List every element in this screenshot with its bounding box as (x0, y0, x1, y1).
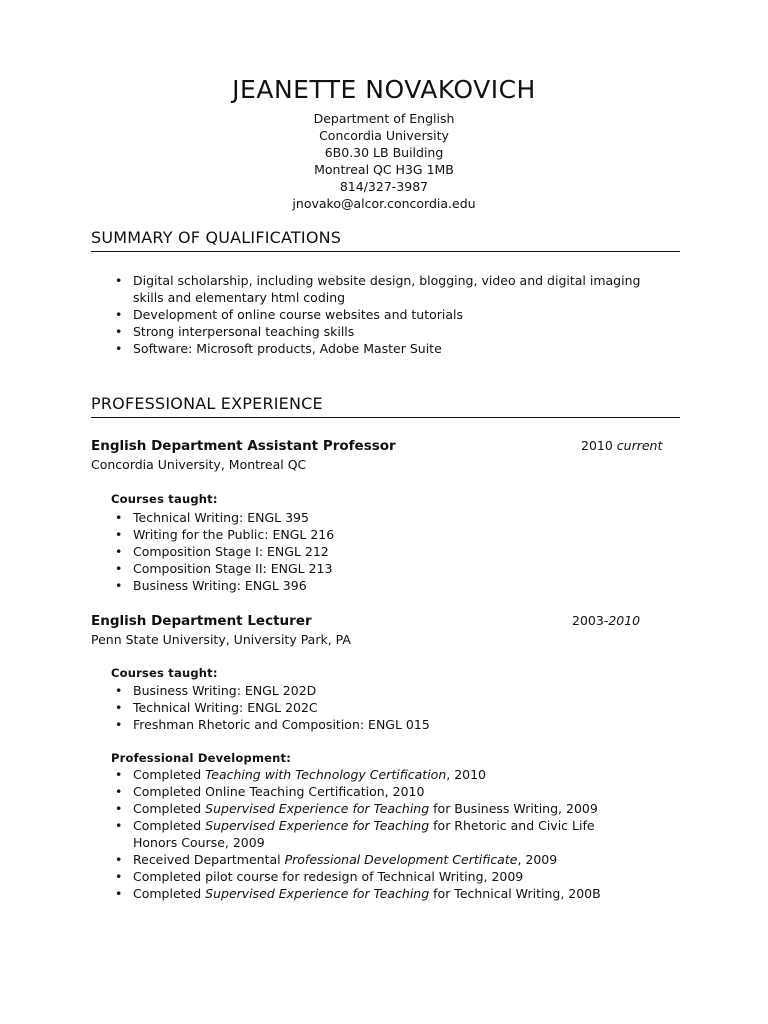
pd-text: Completed Online Teaching Certification, 2010 (133, 784, 425, 799)
list-item (111, 868, 671, 885)
list-item (111, 543, 671, 560)
list-item-text: Strong interpersonal teaching skills (133, 324, 355, 339)
resume-header (0, 74, 768, 212)
job-date-end: current (616, 438, 663, 453)
list-item (111, 306, 701, 323)
job-date (572, 612, 640, 630)
pd-text: Completed (133, 767, 206, 782)
list-item (111, 682, 671, 699)
courses-taught-label: Courses taught: (111, 492, 218, 506)
list-item-text: Digital scholarship, including website design, blogging, video and digital imaging (133, 273, 641, 288)
professional-development-label: Professional Development: (111, 751, 292, 765)
pd-text-italic: Supervised Experience for Teaching (205, 886, 430, 901)
job-date-start: 2010 (581, 438, 613, 453)
pd-text-end: for Rhetoric and Civic Life (429, 818, 595, 833)
course-text: Technical Writing: ENGL 395 (133, 510, 309, 525)
list-item (111, 766, 671, 783)
summary-section-title: SUMMARY OF QUALIFICATIONS (91, 228, 680, 252)
job-organization: Concordia University, Montreal QC (91, 457, 307, 472)
list-item (111, 577, 671, 594)
list-item (111, 526, 671, 543)
course-text: Business Writing: ENGL 202D (133, 683, 317, 698)
list-item (111, 340, 701, 357)
courses-list (111, 682, 671, 733)
pd-text-end: for Technical Writing, 200B (429, 886, 601, 901)
pd-text-end: , 2010 (446, 767, 487, 782)
course-text: Composition Stage II: ENGL 213 (133, 561, 333, 576)
list-item (111, 509, 671, 526)
courses-list (111, 509, 671, 594)
list-item (111, 800, 671, 817)
course-text: Freshman Rhetoric and Composition: ENGL 015 (133, 717, 430, 732)
courses-taught-label: Courses taught: (111, 666, 218, 680)
list-item (111, 851, 671, 868)
job-title: English Department Assistant Professor (91, 438, 396, 454)
job-title: English Department Lecturer (91, 613, 312, 629)
list-item-text-continued: skills and elementary html coding (133, 290, 346, 305)
pd-text: Completed (133, 818, 206, 833)
address-university: Concordia University (319, 128, 449, 143)
address-phone: 814/327-3987 (339, 179, 429, 194)
job-organization: Penn State University, University Park, PA (91, 632, 351, 647)
job-date-end: 2010 (608, 613, 641, 628)
pd-text: Completed (133, 886, 206, 901)
course-text: Technical Writing: ENGL 202C (133, 700, 318, 715)
course-text: Composition Stage I: ENGL 212 (133, 544, 329, 559)
list-item (111, 885, 671, 902)
address-department: Department of English (313, 111, 455, 126)
list-item (111, 560, 671, 577)
pd-text: Completed (133, 801, 206, 816)
summary-list (111, 272, 701, 357)
pd-text-end: for Business Writing, 2009 (429, 801, 598, 816)
job-date (581, 437, 662, 455)
pd-text-italic: Professional Development Certificate (284, 852, 518, 867)
address-city: Montreal QC H3G 1MB (314, 162, 454, 177)
course-text: Business Writing: ENGL 396 (133, 578, 307, 593)
list-item-text: Development of online course websites and tutorials (133, 307, 464, 322)
address-building: 6B0.30 LB Building (324, 145, 444, 160)
list-item (111, 323, 701, 340)
list-item (111, 716, 671, 733)
list-item (111, 817, 671, 851)
pd-text: Received Departmental (133, 852, 285, 867)
pd-text: Completed pilot course for redesign of Technical Writing, 2009 (133, 869, 524, 884)
pd-text-italic: Teaching with Technology Certification (205, 767, 447, 782)
professional-development-list (111, 766, 671, 902)
list-item-text: Software: Microsoft products, Adobe Master Suite (133, 341, 442, 356)
pd-text-italic: Supervised Experience for Teaching (205, 818, 430, 833)
list-item (111, 272, 701, 306)
pd-text-continued: Honors Course, 2009 (133, 835, 265, 850)
job-date-start: 2003- (572, 613, 609, 628)
course-text: Writing for the Public: ENGL 216 (133, 527, 335, 542)
experience-section-title: PROFESSIONAL EXPERIENCE (91, 394, 680, 418)
address-email: jnovako@alcor.concordia.edu (292, 196, 476, 211)
list-item (111, 699, 671, 716)
pd-text-end: , 2009 (517, 852, 558, 867)
list-item (111, 783, 671, 800)
pd-text-italic: Supervised Experience for Teaching (205, 801, 430, 816)
person-name: JEANETTE NOVAKOVICH (232, 75, 536, 104)
